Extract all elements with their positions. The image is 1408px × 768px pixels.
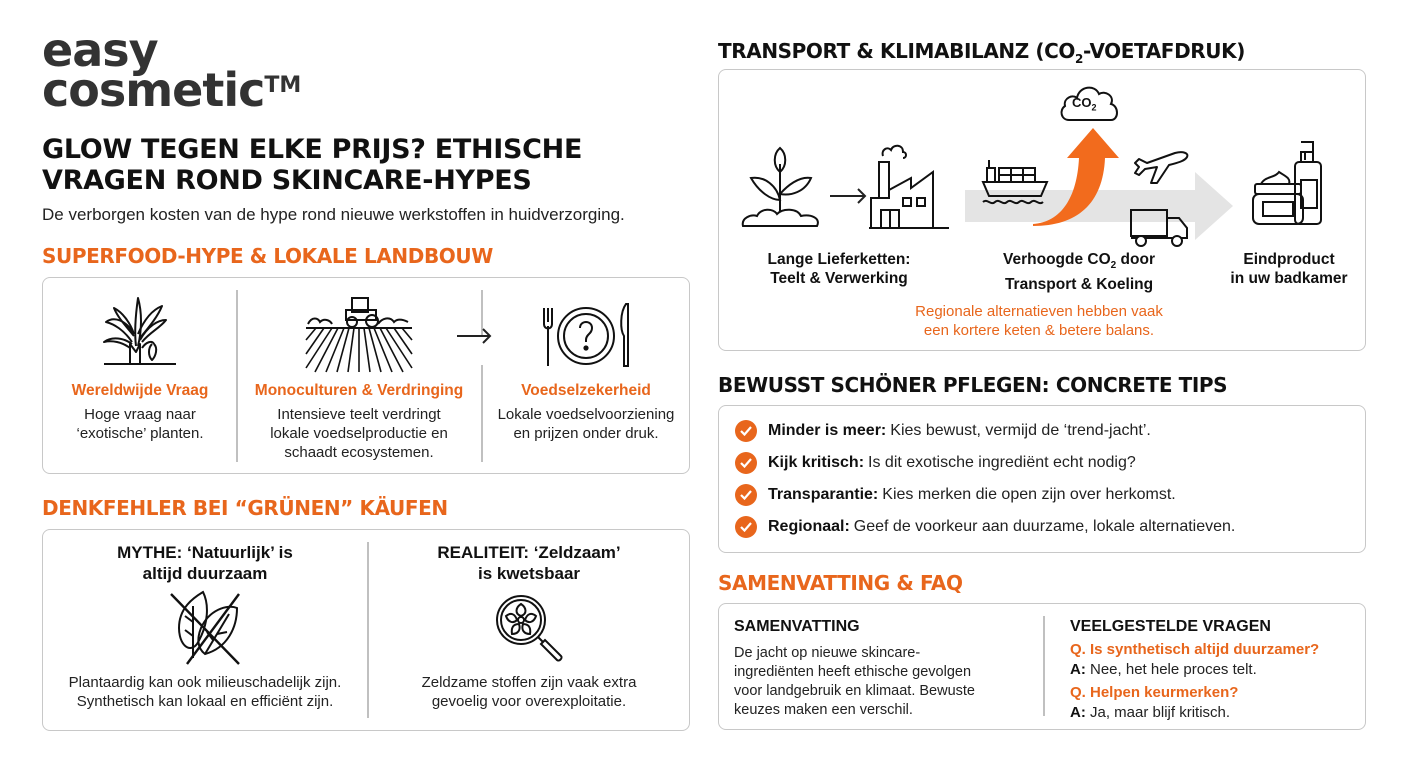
reality-text <box>369 673 689 711</box>
brand-logo <box>42 23 302 117</box>
text-line: lokale voedselproductie en <box>270 425 448 442</box>
faq-question: Q. Helpen keurmerken? <box>1070 684 1239 701</box>
text-line: Regionale alternatieven hebben vaak <box>915 303 1163 320</box>
text-line: voor landgebruik en klimaat. Bewuste <box>734 683 975 699</box>
tip-label: Transparantie: <box>768 486 879 503</box>
crossed-leaf-icon <box>165 588 245 668</box>
myth-title <box>43 542 367 584</box>
text-line: ‘exotische’ planten. <box>76 425 204 442</box>
co2-label <box>1072 95 1097 113</box>
stage-label-end-product <box>1209 250 1369 288</box>
text-line: keuzes maken een verschil. <box>734 702 913 718</box>
page-subtitle: De verborgen kosten van de hype rond nieuwe werkstoffen in huidverzorging. <box>42 205 625 224</box>
summary-text <box>734 644 1034 720</box>
superfood-item-title: Monoculturen & Verdringing <box>254 382 464 399</box>
cosmetic-products-icon <box>1249 140 1329 228</box>
tip-item <box>735 484 1176 506</box>
text-line: een kortere keten & betere balans. <box>923 322 1155 339</box>
tip-text: Geef de voorkeur aan duurzame, lokale alternatieven. <box>853 518 1236 535</box>
superfood-item-text <box>483 405 689 443</box>
brand-line2: cosmetic <box>42 63 265 117</box>
subscript: 2 <box>1091 102 1097 113</box>
text-line: Teelt & Verwerking <box>770 270 908 287</box>
truck-icon <box>1129 208 1191 248</box>
transport-panel <box>718 69 1366 351</box>
tip-item <box>735 516 1235 538</box>
seedling-icon <box>741 146 821 230</box>
divider <box>1043 616 1045 716</box>
co2-text: CO <box>1072 95 1092 110</box>
co2-cloud-icon <box>1059 80 1121 122</box>
tractor-field-icon <box>304 292 414 374</box>
text-line: Zeldzame stoffen zijn vaak extra <box>421 674 637 691</box>
text-line: Lange Lieferketten: <box>767 251 911 268</box>
superfood-item-demand <box>43 278 237 473</box>
check-icon <box>735 484 757 506</box>
arrow-right-icon <box>829 188 867 204</box>
superfood-item-title: Voedselzekerheid <box>521 382 651 399</box>
section-heading-superfood: SUPERFOOD-HYPE & LOKALE LANDBOUW <box>42 244 493 268</box>
text-line: Plantaardig kan ook milieuschadelijk zijn. <box>68 674 342 691</box>
text-line: Lokale voedselvoorziening <box>497 406 675 423</box>
denkfehler-panel <box>42 529 690 731</box>
superfood-item-food-security <box>483 278 689 473</box>
section-heading-denkfehler: DENKFEHLER BEI “GRÜNEN” KÄUFEN <box>42 496 448 520</box>
superfood-item-text <box>239 405 479 462</box>
factory-icon <box>869 142 949 230</box>
stage-label-cultivation <box>749 250 929 288</box>
section-heading-summary: SAMENVATTING & FAQ <box>718 571 963 595</box>
airplane-icon <box>1129 145 1191 187</box>
text-line: schaadt ecosystemen. <box>284 444 434 461</box>
stage-label-transport <box>989 250 1169 294</box>
text: door <box>1116 251 1155 268</box>
heading-text: TRANSPORT & KLIMABILANZ (CO <box>718 39 1076 63</box>
tip-text: Kies merken die open zijn over herkomst. <box>882 486 1176 503</box>
subscript: 2 <box>1110 260 1117 272</box>
reality-column <box>369 530 689 730</box>
superfood-item-monoculture <box>239 278 479 473</box>
text-line: gevoelig voor overexploitatie. <box>431 693 627 710</box>
subscript: 2 <box>1075 52 1083 66</box>
divider <box>236 290 238 462</box>
reality-title <box>369 542 689 584</box>
tip-item <box>735 452 1136 474</box>
check-icon <box>735 516 757 538</box>
tip-label: Regionaal: <box>768 518 850 535</box>
text-line: Intensieve teelt verdringt <box>277 406 441 423</box>
answer-label: A: <box>1070 704 1086 721</box>
tip-label: Kijk kritisch: <box>768 454 865 471</box>
text-line: altijd duurzaam <box>142 564 268 583</box>
page-title: GLOW TEGEN ELKE PRIJS? ETHISCHE VRAGEN ROND SKINCARE-HYPES <box>42 134 583 196</box>
myth-column <box>43 530 367 730</box>
transport-note <box>869 302 1209 340</box>
magnifier-flower-icon <box>489 588 569 668</box>
brand-line1: easy <box>42 23 158 77</box>
answer-text: Ja, maar blijf kritisch. <box>1090 704 1231 721</box>
tips-panel <box>718 405 1366 553</box>
text-line: Eindproduct <box>1243 251 1335 268</box>
summary-panel <box>718 603 1366 730</box>
faq-answer <box>1070 661 1257 678</box>
trademark: TM <box>264 73 302 98</box>
faq-question: Q. Is synthetisch altijd duurzamer? <box>1070 641 1320 658</box>
faq-answer <box>1070 704 1230 721</box>
text-line: is kwetsbaar <box>477 564 581 583</box>
tip-item <box>735 420 1151 442</box>
text-line: REALITEIT: ‘Zeldzaam’ <box>437 543 621 562</box>
text-line: Transport & Koeling <box>1004 276 1154 294</box>
text-line: in uw badkamer <box>1230 270 1348 287</box>
check-icon <box>735 452 757 474</box>
tip-text: Is dit exotische ingrediënt echt nodig? <box>868 454 1136 471</box>
tip-text: Kies bewust, vermijd de ‘trend-jacht’. <box>890 422 1151 439</box>
text-line: Hoge vraag naar <box>84 406 196 423</box>
answer-label: A: <box>1070 661 1086 678</box>
co2-increase-arrow <box>1031 128 1121 228</box>
tip-label: Minder is meer: <box>768 422 887 439</box>
text-line: en prijzen onder druk. <box>513 425 659 442</box>
myth-text <box>43 673 367 711</box>
section-heading-transport <box>718 39 1245 66</box>
text-line: Synthetisch kan lokaal en efficiënt zijn. <box>76 693 334 710</box>
plate-question-icon <box>536 290 636 370</box>
answer-text: Nee, het hele proces telt. <box>1090 661 1257 678</box>
text: Verhoogde CO <box>1003 251 1111 268</box>
text-line: ingrediënten heeft ethische gevolgen <box>734 664 972 680</box>
summary-title: SAMENVATTING <box>734 618 860 635</box>
text-line: MYTHE: ‘Natuurlijk’ is <box>117 543 293 562</box>
heading-text: -VOETAFDRUK) <box>1083 39 1245 63</box>
section-heading-tips: BEWUSST SCHÖNER PFLEGEN: CONCRETE TIPS <box>718 373 1228 397</box>
superfood-item-title: Wereldwijde Vraag <box>71 382 209 399</box>
exotic-plant-icon <box>100 290 180 370</box>
superfood-item-text <box>43 405 237 443</box>
text-line: De jacht op nieuwe skincare- <box>734 645 921 661</box>
superfood-panel <box>42 277 690 474</box>
faq-title: VEELGESTELDE VRAGEN <box>1070 618 1271 635</box>
check-icon <box>735 420 757 442</box>
